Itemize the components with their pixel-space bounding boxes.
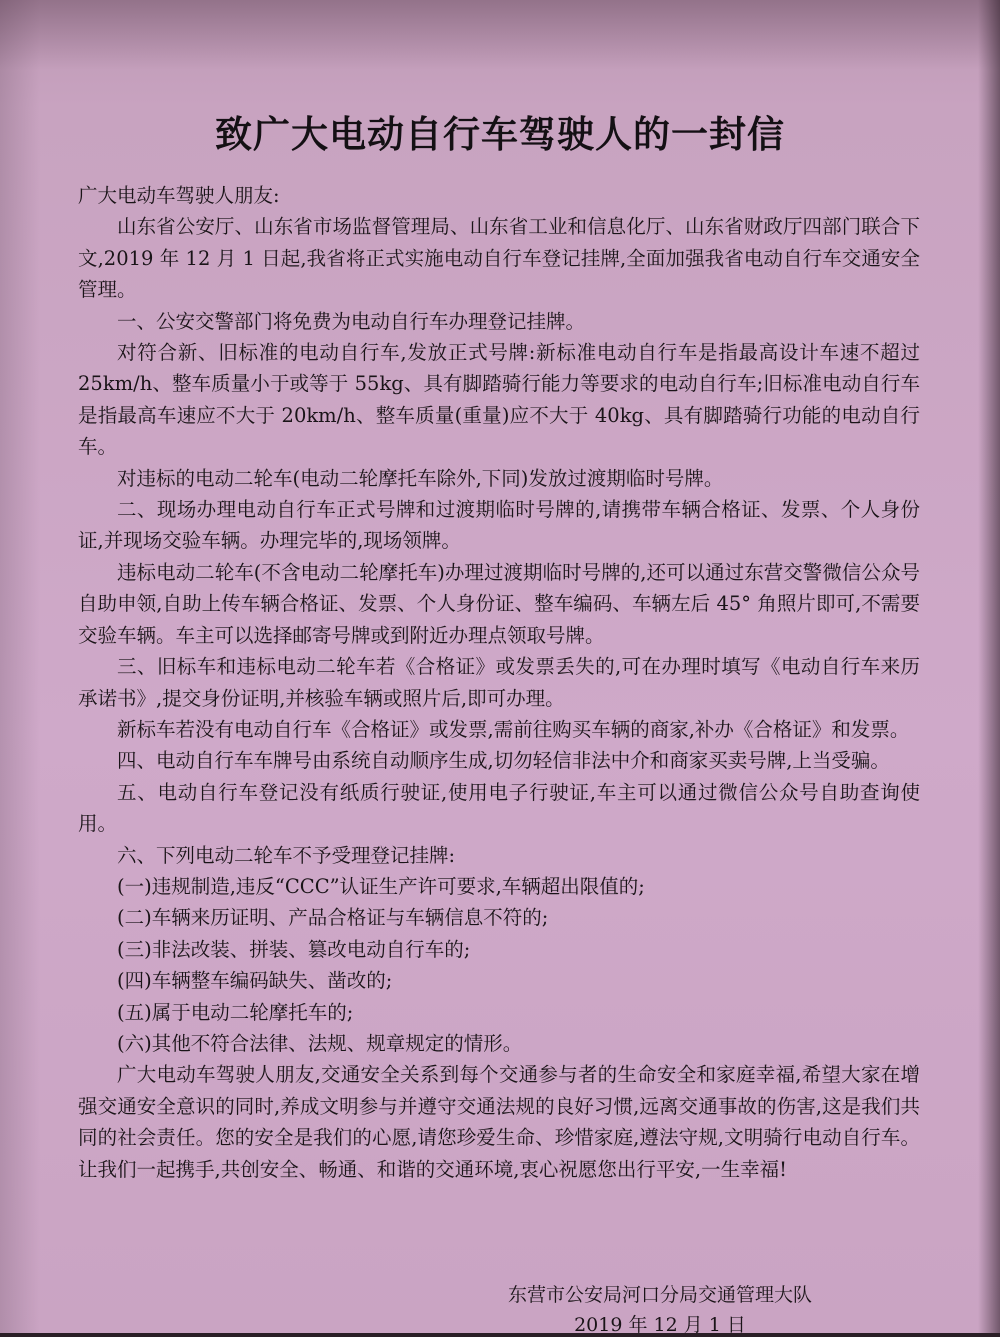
paragraph-online-application: 违标电动二轮车(不含电动二轮摩托车)办理过渡期临时号牌的,还可以通过东营交警微信公众号自助申领,自助上传车辆合格证、发票、个人身份证、整车编码、车辆左后 45° 角照片即可,不需要交验车辆。车主可以选择邮寄号牌或到附近办理点领取号牌。 <box>78 560 920 647</box>
photo-shadow-top <box>0 0 1000 70</box>
list-item: (三)非法改装、拼装、篡改电动自行车的; <box>117 937 471 961</box>
list-item: (六)其他不符合法律、法规、规章规定的情形。 <box>117 1031 523 1055</box>
signature-organization: 东营市公安局河口分局交通管理大队 <box>507 1284 812 1306</box>
list-item: (五)属于电动二轮摩托车的; <box>117 1000 354 1024</box>
paragraph-standard-plates: 对符合新、旧标准的电动自行车,发放正式号牌:新标准电动自行车是指最高设计车速不超过 25km/h、整车质量小于或等于 55kg、具有脚踏骑行能力等要求的电动自行车;旧标准电动自行车是指最高车速应不大于 20km/h、整车质量(重量)应不大于 40kg、具有脚踏骑行功能的电动自行车。 <box>78 341 920 459</box>
paragraph-section-5: 五、电动自行车登记没有纸质行驶证,使用电子行驶证,车主可以通过微信公众号自助查询使用。 <box>78 780 920 836</box>
paragraph-section-6: 六、下列电动二轮车不予受理登记挂牌: <box>117 843 456 867</box>
letter-body <box>78 180 920 1185</box>
photo-shadow-left <box>0 0 40 1333</box>
paragraph-section-3: 三、旧标车和违标电动二轮车若《合格证》或发票丢失的,可在办理时填写《电动自行车来历承诺书》,提交身份证明,并核验车辆或照片后,即可办理。 <box>78 655 920 710</box>
photo-edge-right <box>978 0 1000 1333</box>
list-item: (一)违规制造,违反“CCC”认证生产许可要求,车辆超出限值的; <box>117 874 645 898</box>
letter-title: 致广大电动自行车驾驶人的一封信 <box>215 112 785 156</box>
signature-date: 2019 年 12 月 1 日 <box>574 1314 746 1336</box>
paragraph-closing: 广大电动车驾驶人朋友,交通安全关系到每个交通参与者的生命安全和家庭幸福,希望大家在增强交通安全意识的同时,养成文明参与并遵守交通法规的良好习惯,远离交通事故的伤害,这是我们共同的社会责任。您的安全是我们的心愿,请您珍爱生命、珍惜家庭,遵法守规,文明骑行电动自行车。让我们一起携手,共创安全、畅通、和谐的交通环境,衷心祝愿您出行平安,一生幸福! <box>78 1063 920 1181</box>
paragraph-section-1: 一、公安交警部门将免费为电动自行车办理登记挂牌。 <box>117 309 586 333</box>
paragraph-temporary-plates: 对违标的电动二轮车(电动二轮摩托车除外,下同)发放过渡期临时号牌。 <box>117 466 724 490</box>
letter-greeting: 广大电动车驾驶人朋友: <box>78 184 280 207</box>
paragraph-section-2: 二、现场办理电动自行车正式号牌和过渡期临时号牌的,请携带车辆合格证、发票、个人身份证,并现场交验车辆。办理完毕的,现场领牌。 <box>78 498 920 553</box>
paragraph-intro: 山东省公安厅、山东省市场监督管理局、山东省工业和信息化厅、山东省财政厅四部门联合下文,2019 年 12 月 1 日起,我省将正式实施电动自行车登记挂牌,全面加强我省电动自行车交通安全管理。 <box>78 215 920 302</box>
list-item: (二)车辆来历证明、产品合格证与车辆信息不符的; <box>117 906 549 930</box>
paragraph-new-standard-certificate: 新标车若没有电动自行车《合格证》或发票,需前往购买车辆的商家,补办《合格证》和发票。 <box>117 717 910 741</box>
paragraph-section-4: 四、电动自行车车牌号由系统自动顺序生成,切勿轻信非法中介和商家买卖号牌,上当受骗。 <box>117 749 890 773</box>
list-item: (四)车辆整车编码缺失、凿改的; <box>117 969 393 993</box>
